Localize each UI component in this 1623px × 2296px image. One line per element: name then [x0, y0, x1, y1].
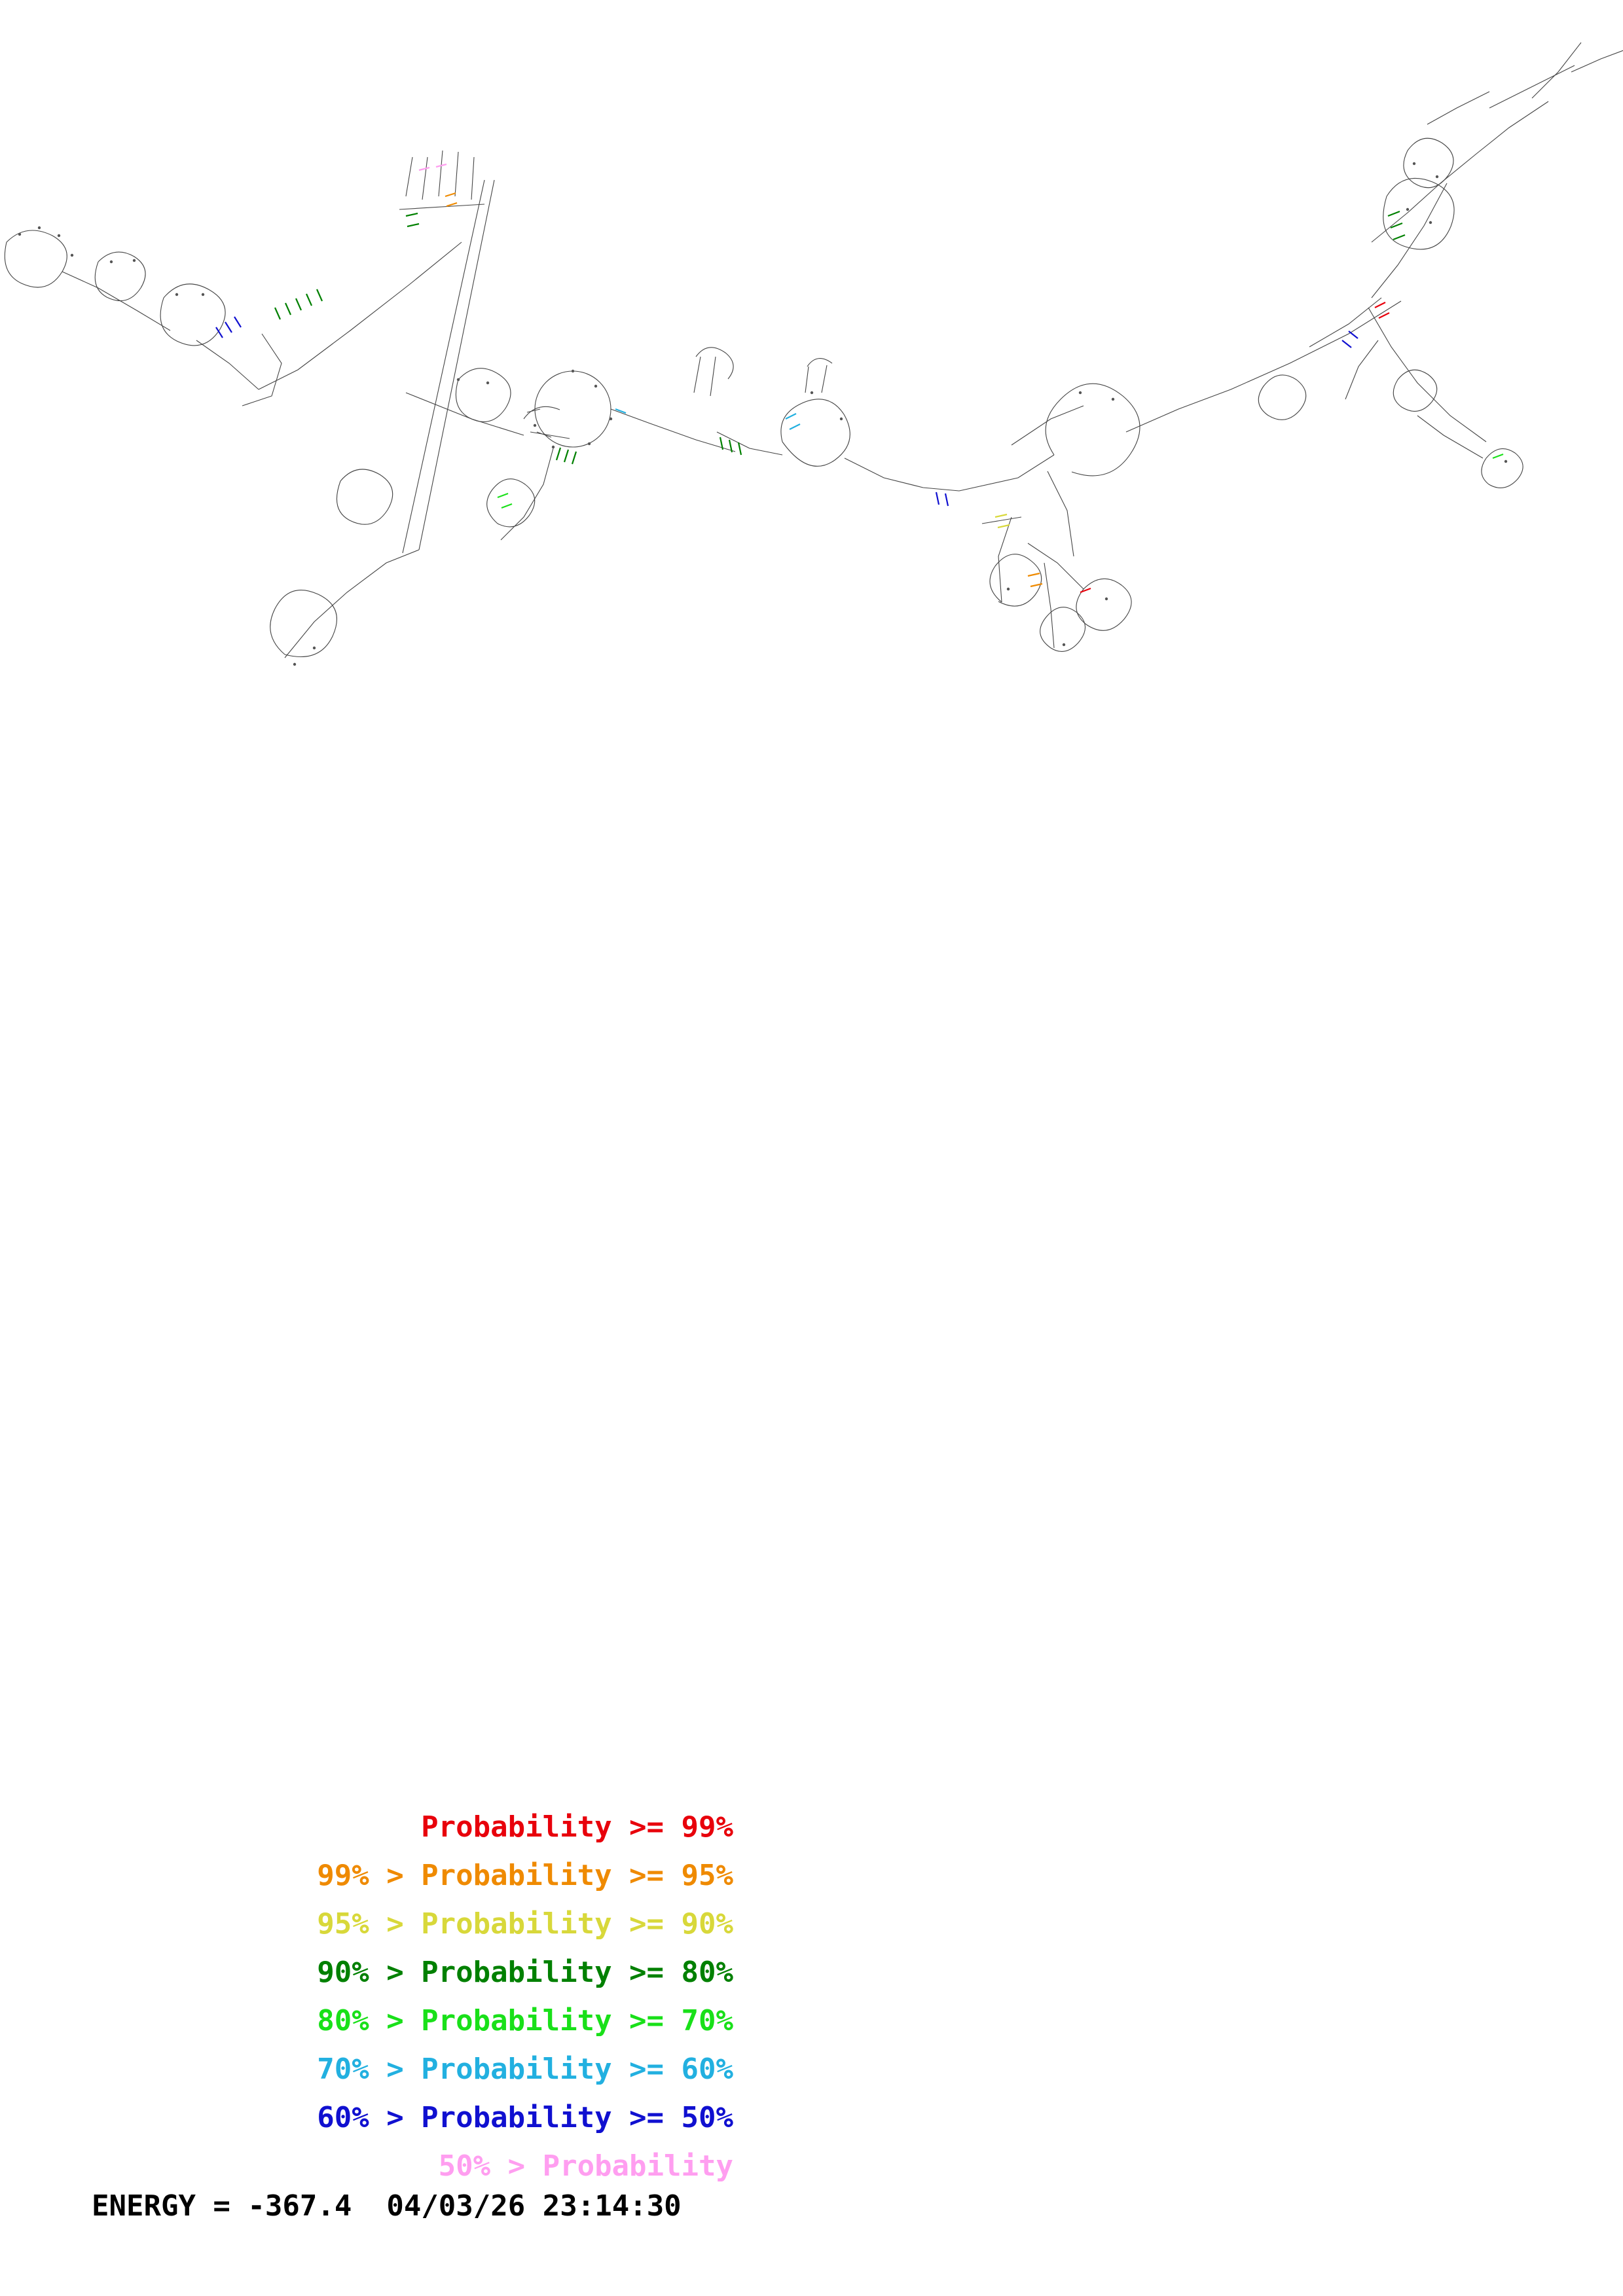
- legend-row-99: Probability >= 99%: [421, 1810, 733, 1844]
- legend-row-95: 99% > Probability >= 95%: [317, 1859, 733, 1892]
- legend-row-80: 90% > Probability >= 80%: [317, 1956, 733, 1989]
- legend-row-60: 70% > Probability >= 60%: [317, 2053, 733, 2086]
- rna-structure-svg: [0, 0, 1623, 785]
- probability-legend: [92, 1803, 877, 2191]
- legend-row-70: 80% > Probability >= 70%: [317, 2004, 733, 2037]
- nucleotide-markers: [18, 162, 1507, 666]
- base-pair-helices: [216, 164, 1503, 592]
- backbone-paths: [5, 43, 1623, 658]
- legend-row-90: 95% > Probability >= 90%: [317, 1907, 733, 1941]
- rna-structure-figure: [0, 0, 1623, 785]
- legend-row-below-50: 50% > Probability: [438, 2149, 733, 2183]
- energy-timestamp-line: ENERGY = -367.4 04/03/26 23:14:30: [92, 2189, 682, 2223]
- legend-row-50: 60% > Probability >= 50%: [317, 2101, 733, 2134]
